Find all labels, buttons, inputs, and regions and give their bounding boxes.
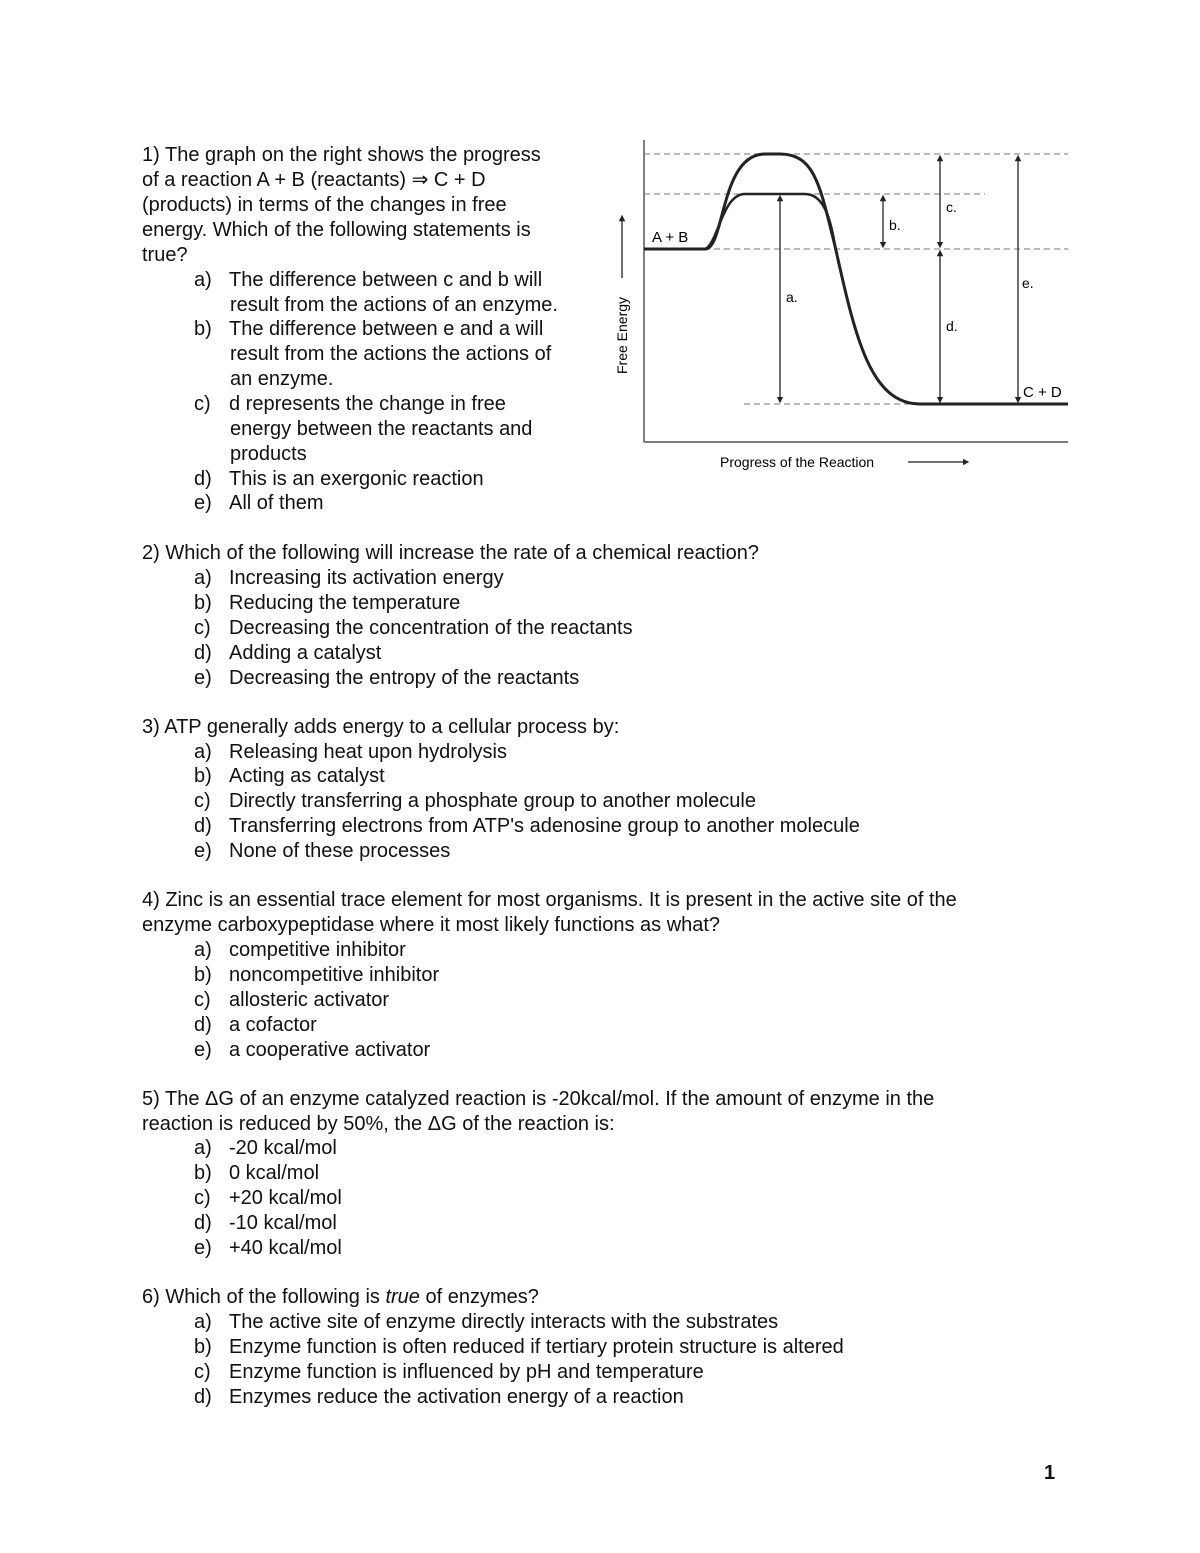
q6-option-b <box>194 1335 844 1360</box>
q4-stem-line-1: 4) Zinc is an essential trace element for most organisms. It is present in the active site of the <box>142 889 957 911</box>
q6-stem <box>142 1285 539 1310</box>
option-letter: b) <box>194 1336 212 1358</box>
option-text: The difference between c and b will <box>229 269 543 291</box>
q1-option-b-cont-2: an enzyme. <box>230 368 334 390</box>
q1-option-c <box>194 392 506 417</box>
q5-option-e <box>194 1236 342 1261</box>
option-letter: a) <box>194 741 212 763</box>
q4-option-c <box>194 988 389 1013</box>
option-letter: a) <box>194 1137 212 1159</box>
option-letter: c) <box>194 393 211 415</box>
option-letter: d) <box>194 815 212 837</box>
q4-option-b <box>194 963 439 988</box>
option-text: This is an exergonic reaction <box>229 468 484 490</box>
option-text: -20 kcal/mol <box>229 1137 337 1159</box>
q2-option-d <box>194 641 381 666</box>
option-letter: c) <box>194 1187 211 1209</box>
free-energy-diagram <box>610 136 1080 476</box>
option-text: -10 kcal/mol <box>229 1212 337 1234</box>
q3-option-a <box>194 740 507 765</box>
label-a: a. <box>786 289 798 305</box>
label-e: e. <box>1022 275 1034 291</box>
option-text: Enzyme function is often reduced if tertiary protein structure is altered <box>229 1336 844 1358</box>
q6-option-c <box>194 1360 704 1385</box>
q1-option-b <box>194 317 543 342</box>
x-axis-label: Progress of the Reaction <box>720 454 875 470</box>
option-text: 0 kcal/mol <box>229 1162 320 1184</box>
q4-option-d <box>194 1013 317 1038</box>
option-text: Acting as catalyst <box>229 765 385 787</box>
option-letter: b) <box>194 318 212 340</box>
option-text: Decreasing the concentration of the reactants <box>229 617 633 639</box>
q6-stem-emphasis: true <box>385 1286 420 1308</box>
q5-option-c <box>194 1186 342 1211</box>
q1-option-a <box>194 268 542 293</box>
q5-option-a <box>194 1136 337 1161</box>
q5-option-b <box>194 1161 319 1186</box>
option-text: Transferring electrons from ATP's adenosine group to another molecule <box>229 815 860 837</box>
option-letter: a) <box>194 269 212 291</box>
q3-option-d <box>194 814 860 839</box>
q4-option-e <box>194 1038 430 1063</box>
q1-stem-line-4: energy. Which of the following statements is <box>142 219 531 241</box>
option-text: Increasing its activation energy <box>229 567 504 589</box>
option-text: All of them <box>229 492 324 514</box>
option-letter: c) <box>194 1361 211 1383</box>
q2-option-b <box>194 591 460 616</box>
q4-stem-line-2: enzyme carboxypeptidase where it most likely functions as what? <box>142 914 721 936</box>
option-letter: c) <box>194 989 211 1011</box>
option-text: Enzyme function is influenced by pH and temperature <box>229 1361 704 1383</box>
option-text: None of these processes <box>229 840 451 862</box>
q1-option-c-cont-1: energy between the reactants and <box>230 418 533 440</box>
q2-option-e <box>194 666 579 691</box>
q3-stem: 3) ATP generally adds energy to a cellular process by: <box>142 716 620 738</box>
q3-option-e <box>194 839 450 864</box>
q1-option-c-cont-2: products <box>230 443 307 465</box>
reactants-label: A + B <box>652 229 689 246</box>
label-c: c. <box>946 199 957 215</box>
q2-stem: 2) Which of the following will increase the rate of a chemical reaction? <box>142 542 759 564</box>
option-letter: a) <box>194 1311 212 1333</box>
option-text: d represents the change in free <box>229 393 506 415</box>
q1-option-b-cont-1: result from the actions the actions of <box>230 343 552 365</box>
q6-stem-end: of enzymes? <box>419 1286 539 1308</box>
option-letter: d) <box>194 1386 212 1408</box>
option-letter: e) <box>194 840 212 862</box>
option-text: a cofactor <box>229 1014 317 1036</box>
option-text: The difference between e and a will <box>229 318 544 340</box>
q6-option-d <box>194 1385 684 1410</box>
option-letter: c) <box>194 617 211 639</box>
option-letter: b) <box>194 1162 212 1184</box>
option-letter: e) <box>194 1039 212 1061</box>
q5-stem-line-1: 5) The ΔG of an enzyme catalyzed reaction is -20kcal/mol. If the amount of enzyme in the <box>142 1088 935 1110</box>
q3-option-b <box>194 764 385 789</box>
option-text: The active site of enzyme directly interacts with the substrates <box>229 1311 779 1333</box>
q1-option-a-cont: result from the actions of an enzyme. <box>230 294 558 316</box>
option-text: +40 kcal/mol <box>229 1237 342 1259</box>
option-text: noncompetitive inhibitor <box>229 964 440 986</box>
products-label: C + D <box>1023 384 1062 401</box>
option-text: Decreasing the entropy of the reactants <box>229 667 580 689</box>
option-letter: e) <box>194 1237 212 1259</box>
q1-option-e <box>194 491 323 516</box>
option-text: allosteric activator <box>229 989 390 1011</box>
q2-option-a <box>194 566 504 591</box>
option-letter: b) <box>194 592 212 614</box>
label-b: b. <box>889 217 901 233</box>
q1-stem-line-2: of a reaction A + B (reactants) ⇒ C + D <box>142 169 486 191</box>
option-text: Directly transferring a phosphate group to another molecule <box>229 790 756 812</box>
option-letter: a) <box>194 939 212 961</box>
option-text: competitive inhibitor <box>229 939 406 961</box>
option-text: +20 kcal/mol <box>229 1187 342 1209</box>
q6-option-a <box>194 1310 778 1335</box>
q1-option-d <box>194 467 484 492</box>
option-text: Reducing the temperature <box>229 592 461 614</box>
option-letter: d) <box>194 468 212 490</box>
q1-stem-line-5: true? <box>142 244 188 266</box>
option-text: Adding a catalyst <box>229 642 382 664</box>
q5-stem-line-2: reaction is reduced by 50%, the ΔG of the reaction is: <box>142 1113 615 1135</box>
option-letter: a) <box>194 567 212 589</box>
q2-option-c <box>194 616 633 641</box>
page-number: 1 <box>1044 1462 1056 1484</box>
option-letter: c) <box>194 790 211 812</box>
option-text: a cooperative activator <box>229 1039 431 1061</box>
q1-stem-line-3: (products) in terms of the changes in free <box>142 194 507 216</box>
y-axis-label: Free Energy <box>614 296 630 374</box>
option-text: Enzymes reduce the activation energy of a reaction <box>229 1386 684 1408</box>
q6-stem-start: 6) Which of the following is <box>142 1286 386 1308</box>
uncatalyzed-curve <box>644 154 1068 404</box>
option-letter: d) <box>194 1212 212 1234</box>
option-letter: d) <box>194 642 212 664</box>
option-text: Releasing heat upon hydrolysis <box>229 741 507 763</box>
option-letter: e) <box>194 492 212 514</box>
option-letter: d) <box>194 1014 212 1036</box>
q1-stem-line-1: 1) The graph on the right shows the progress <box>142 144 541 166</box>
label-d: d. <box>946 318 958 334</box>
q4-option-a <box>194 938 406 963</box>
option-letter: b) <box>194 765 212 787</box>
option-letter: b) <box>194 964 212 986</box>
q3-option-c <box>194 789 756 814</box>
option-letter: e) <box>194 667 212 689</box>
q5-option-d <box>194 1211 337 1236</box>
